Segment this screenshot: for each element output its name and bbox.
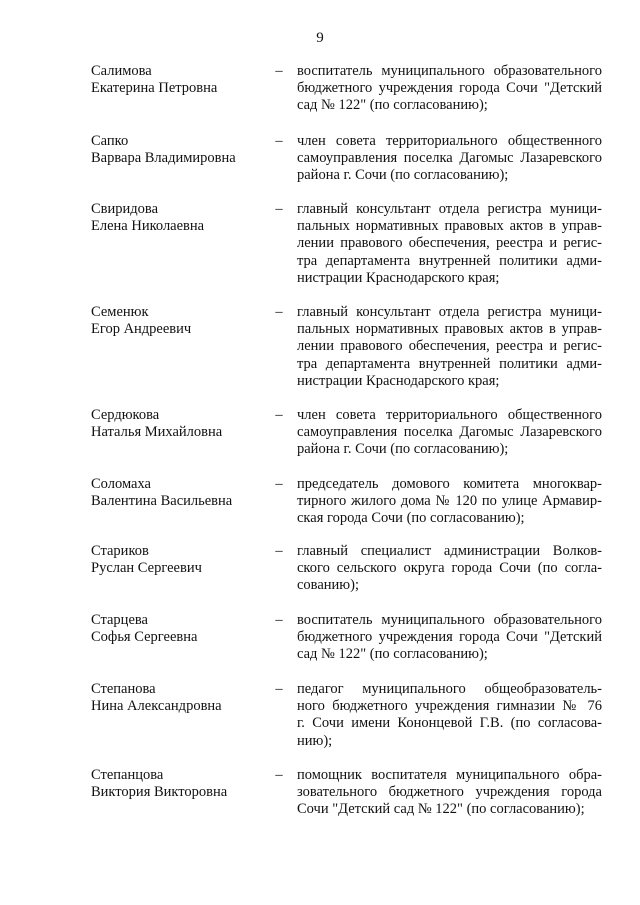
position-line: бюджетного учреждения города Сочи "Детский <box>297 80 602 97</box>
position-line: района г. Сочи (по согласованию); <box>297 167 509 184</box>
member-name <box>91 476 266 510</box>
member-given-names: Руслан Сергеевич <box>91 560 202 577</box>
position-line: нистрации Краснодарского края; <box>297 372 500 389</box>
member-position <box>297 133 602 185</box>
separator-dash: – <box>275 201 283 217</box>
separator-dash: – <box>275 63 283 79</box>
member-given-names: Валентина Васильевна <box>91 493 233 510</box>
position-line: член совета территориального общественного <box>297 407 602 423</box>
position-line: ская города Сочи (по согласованию); <box>297 510 525 527</box>
position-line: главный специалист администрации Волков- <box>297 543 602 559</box>
member-surname: Соломаха <box>91 476 151 492</box>
member-position <box>297 543 602 595</box>
member-surname: Салимова <box>91 63 152 79</box>
member-given-names: Екатерина Петровна <box>91 80 218 97</box>
member-name <box>91 767 266 801</box>
position-line: нистрации Краснодарского края; <box>297 269 500 286</box>
member-position <box>297 476 602 528</box>
position-line: сад № 122" (по согласованию); <box>297 646 488 663</box>
separator-dash: – <box>275 304 283 320</box>
position-line: нию); <box>297 732 333 749</box>
position-line: лении правового обеспечения, реестра и регис- <box>297 235 602 252</box>
member-surname: Свиридова <box>91 201 159 217</box>
separator-dash: – <box>275 612 283 628</box>
position-line: бюджетного учреждения города Сочи "Детский <box>297 629 602 646</box>
member-position <box>297 407 602 459</box>
member-given-names: Варвара Владимировна <box>91 150 236 167</box>
member-name <box>91 133 266 167</box>
member-given-names: Нина Александровна <box>91 698 222 715</box>
member-surname: Стариков <box>91 543 149 559</box>
position-line: главный консультант отдела регистра муници- <box>297 304 602 320</box>
member-given-names: Софья Сергеевна <box>91 629 198 646</box>
position-line: ского сельского округа города Сочи (по согла- <box>297 560 602 577</box>
member-name <box>91 407 266 441</box>
position-line: сованию); <box>297 577 359 594</box>
member-given-names: Виктория Викторовна <box>91 784 228 801</box>
member-surname: Степанова <box>91 681 156 697</box>
member-surname: Старцева <box>91 612 148 628</box>
member-name <box>91 201 266 235</box>
member-name <box>91 63 266 97</box>
member-position <box>297 612 602 664</box>
position-line: самоуправления поселка Дагомыс Лазаревского <box>297 150 602 167</box>
separator-dash: – <box>275 767 283 783</box>
member-position <box>297 63 602 115</box>
member-position <box>297 304 602 390</box>
position-line: помощник воспитателя муниципального обра- <box>297 767 602 783</box>
member-given-names: Наталья Михайловна <box>91 424 223 441</box>
position-line: пальных нормативных правовых актов в управ- <box>297 321 602 338</box>
member-position <box>297 767 602 819</box>
member-name <box>91 681 266 715</box>
position-line: сад № 122" (по согласованию); <box>297 97 488 114</box>
page-number: 9 <box>316 30 324 46</box>
member-surname: Семенюк <box>91 304 149 320</box>
position-line: тра департамента внутренней политики адми- <box>297 252 602 269</box>
member-given-names: Егор Андреевич <box>91 321 192 338</box>
member-surname: Сердюкова <box>91 407 160 423</box>
separator-dash: – <box>275 543 283 559</box>
position-line: воспитатель муниципального образовательного <box>297 612 602 628</box>
position-line: главный консультант отдела регистра муници- <box>297 201 602 217</box>
position-line: педагог муниципального общеобразователь- <box>297 681 602 697</box>
position-line: пальных нормативных правовых актов в управ- <box>297 218 602 235</box>
position-line: тирного жилого дома № 120 по улице Армавир- <box>297 493 602 510</box>
member-name <box>91 543 266 577</box>
member-given-names: Елена Николаевна <box>91 218 205 235</box>
separator-dash: – <box>275 133 283 149</box>
member-name <box>91 612 266 646</box>
position-line: зовательного бюджетного учреждения города <box>297 784 602 801</box>
position-line: председатель домового комитета многоквар- <box>297 476 602 492</box>
position-line: член совета территориального общественного <box>297 133 602 149</box>
member-name <box>91 304 266 338</box>
position-line: района г. Сочи (по согласованию); <box>297 441 509 458</box>
position-line: г. Сочи имени Кононцевой Г.В. (по согласова- <box>297 715 602 732</box>
position-line: воспитатель муниципального образовательного <box>297 63 602 79</box>
member-position <box>297 201 602 287</box>
position-line: лении правового обеспечения, реестра и регис- <box>297 338 602 355</box>
member-surname: Сапко <box>91 133 129 149</box>
position-line: Сочи "Детский сад № 122" (по согласованию); <box>297 801 585 818</box>
member-surname: Степанцова <box>91 767 164 783</box>
separator-dash: – <box>275 407 283 423</box>
position-line: ного бюджетного учреждения гимназии № 76 <box>297 698 602 715</box>
position-line: самоуправления поселка Дагомыс Лазаревского <box>297 424 602 441</box>
separator-dash: – <box>275 681 283 697</box>
member-position <box>297 681 602 750</box>
position-line: тра департамента внутренней политики адми- <box>297 355 602 372</box>
separator-dash: – <box>275 476 283 492</box>
